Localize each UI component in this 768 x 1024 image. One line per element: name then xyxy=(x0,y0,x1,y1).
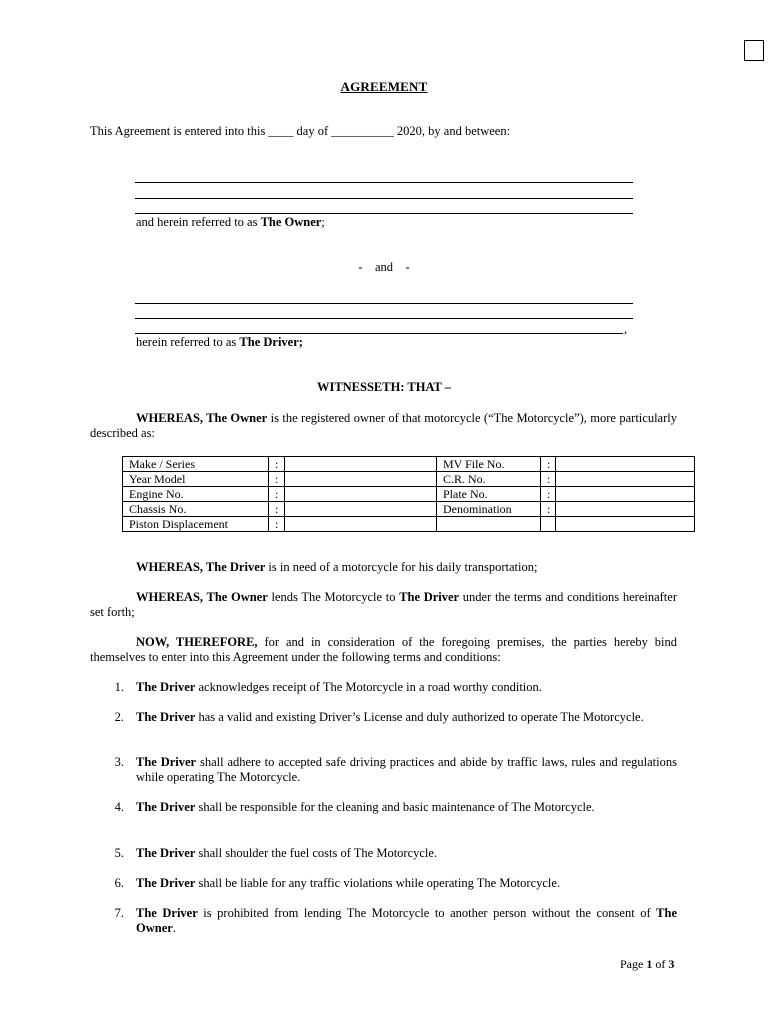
page-word: Page xyxy=(620,957,647,971)
spec-label: MV File No. xyxy=(437,457,541,472)
spec-label xyxy=(437,517,541,532)
spec-value xyxy=(285,502,437,517)
spec-separator: : xyxy=(541,457,556,472)
whereas-text: lends The Motorcycle to xyxy=(267,590,400,604)
term-number: 3. xyxy=(114,755,124,769)
spec-value xyxy=(556,502,695,517)
whereas-lead: WHEREAS, The Owner xyxy=(136,411,268,425)
spec-separator xyxy=(541,517,556,532)
driver-term: The Driver xyxy=(136,846,196,860)
term-number: 4. xyxy=(114,800,124,814)
driver-blank-line xyxy=(135,333,623,334)
page-current: 1 xyxy=(646,957,653,971)
term-text: has a valid and existing Driver’s License and duly authorized to operate The Motorcycle. xyxy=(195,710,644,724)
now-therefore-text: for and in consideration of the foregoing premises, the parties hereby bind themselves to enter into this Agreement under the following terms and conditions: xyxy=(90,635,677,664)
driver-term: The Driver xyxy=(136,906,198,920)
spec-value xyxy=(556,472,695,487)
spec-label: Plate No. xyxy=(437,487,541,502)
whereas-lead: WHEREAS, The Driver xyxy=(136,560,266,574)
term-text: is prohibited from lending The Motorcycle to another person without the consent of xyxy=(197,906,657,920)
driver-ref-text: herein referred to as xyxy=(136,335,240,349)
page-total: 3 xyxy=(668,957,675,971)
owner-blank-line xyxy=(135,182,633,183)
spec-separator: : xyxy=(269,472,285,487)
driver-term: The Driver xyxy=(136,876,196,890)
whereas-lends-paragraph xyxy=(90,590,677,620)
owner-ref-suffix: ; xyxy=(321,215,325,229)
spec-separator: : xyxy=(541,487,556,502)
motorcycle-specs-table xyxy=(122,456,695,532)
spec-label: Denomination xyxy=(437,502,541,517)
spec-separator: : xyxy=(269,487,285,502)
spec-label: Chassis No. xyxy=(123,502,269,517)
spec-separator: : xyxy=(269,502,285,517)
driver-line-comma: , xyxy=(624,322,628,336)
spec-value xyxy=(285,457,437,472)
owner-term: The Owner xyxy=(260,215,322,229)
spec-value xyxy=(285,517,437,532)
whereas-driver-paragraph xyxy=(90,560,677,575)
owner-blank-line xyxy=(135,213,633,214)
term-item xyxy=(110,710,677,725)
page-checkbox[interactable] xyxy=(744,40,764,61)
and-divider: - and - xyxy=(358,260,410,274)
term-number: 6. xyxy=(114,876,124,890)
whereas-lead: WHEREAS, The Owner xyxy=(136,590,268,604)
term-item xyxy=(110,680,677,695)
now-therefore-lead: NOW, THEREFORE, xyxy=(136,635,258,649)
whereas-text: under the terms and conditions hereinafter set forth; xyxy=(90,590,677,619)
specs-row xyxy=(123,472,695,487)
spec-label: Piston Displacement xyxy=(123,517,269,532)
intro-paragraph: This Agreement is entered into this ____ day of __________ 2020, by and between: xyxy=(90,124,511,138)
of-word: of xyxy=(652,957,669,971)
spec-value xyxy=(285,487,437,502)
term-number: 1. xyxy=(114,680,124,694)
specs-row xyxy=(123,487,695,502)
spec-label: Year Model xyxy=(123,472,269,487)
driver-term: The Driver xyxy=(136,755,197,769)
driver-blank-line xyxy=(135,318,633,319)
document-title: AGREEMENT xyxy=(340,79,428,94)
owner-term: The Owner xyxy=(136,906,677,935)
term-item xyxy=(110,755,677,785)
spec-separator: : xyxy=(541,502,556,517)
term-text: acknowledges receipt of The Motorcycle in a road worthy condition. xyxy=(195,680,542,694)
term-text: shall be responsible for the cleaning and basic maintenance of The Motorcycle. xyxy=(195,800,595,814)
term-text: shall be liable for any traffic violations while operating The Motorcycle. xyxy=(195,876,561,890)
now-therefore-paragraph xyxy=(90,635,677,665)
spec-value xyxy=(556,487,695,502)
spec-label: C.R. No. xyxy=(437,472,541,487)
spec-value xyxy=(556,457,695,472)
spec-label: Make / Series xyxy=(123,457,269,472)
spec-value xyxy=(285,472,437,487)
whereas-owner-paragraph xyxy=(90,411,677,441)
term-number: 5. xyxy=(114,846,124,860)
spec-separator: : xyxy=(269,457,285,472)
page-number xyxy=(620,957,674,972)
driver-term: The Driver xyxy=(136,680,196,694)
witnesseth-heading: WITNESSETH: THAT – xyxy=(316,380,452,394)
term-item xyxy=(110,846,677,861)
term-number: 2. xyxy=(114,710,124,724)
driver-blank-line xyxy=(135,303,633,304)
term-text-end: . xyxy=(172,921,176,935)
specs-row xyxy=(123,502,695,517)
spec-separator: : xyxy=(541,472,556,487)
spec-value xyxy=(556,517,695,532)
term-text: shall shoulder the fuel costs of The Motorcycle. xyxy=(195,846,438,860)
driver-term: The Driver xyxy=(136,800,196,814)
term-item xyxy=(110,876,677,891)
specs-row xyxy=(123,517,695,532)
driver-reference xyxy=(136,335,303,350)
term-text: shall adhere to accepted safe driving practices and abide by traffic laws, rules and regulations while operating The Motorcycle. xyxy=(136,755,677,784)
spec-label: Engine No. xyxy=(123,487,269,502)
term-number: 7. xyxy=(114,906,124,920)
specs-row xyxy=(123,457,695,472)
whereas-text: is the registered owner of that motorcycle (“The Motorcycle”), more particularly described as: xyxy=(90,411,677,440)
driver-term: The Driver xyxy=(136,710,196,724)
term-item xyxy=(110,800,677,815)
term-item xyxy=(110,906,677,936)
whereas-text: is in need of a motorcycle for his daily transportation; xyxy=(265,560,538,574)
driver-term: The Driver xyxy=(399,590,460,604)
owner-reference xyxy=(136,215,325,230)
spec-separator: : xyxy=(269,517,285,532)
driver-term: The Driver; xyxy=(239,335,303,349)
owner-blank-line xyxy=(135,198,633,199)
owner-ref-text: and herein referred to as xyxy=(136,215,261,229)
